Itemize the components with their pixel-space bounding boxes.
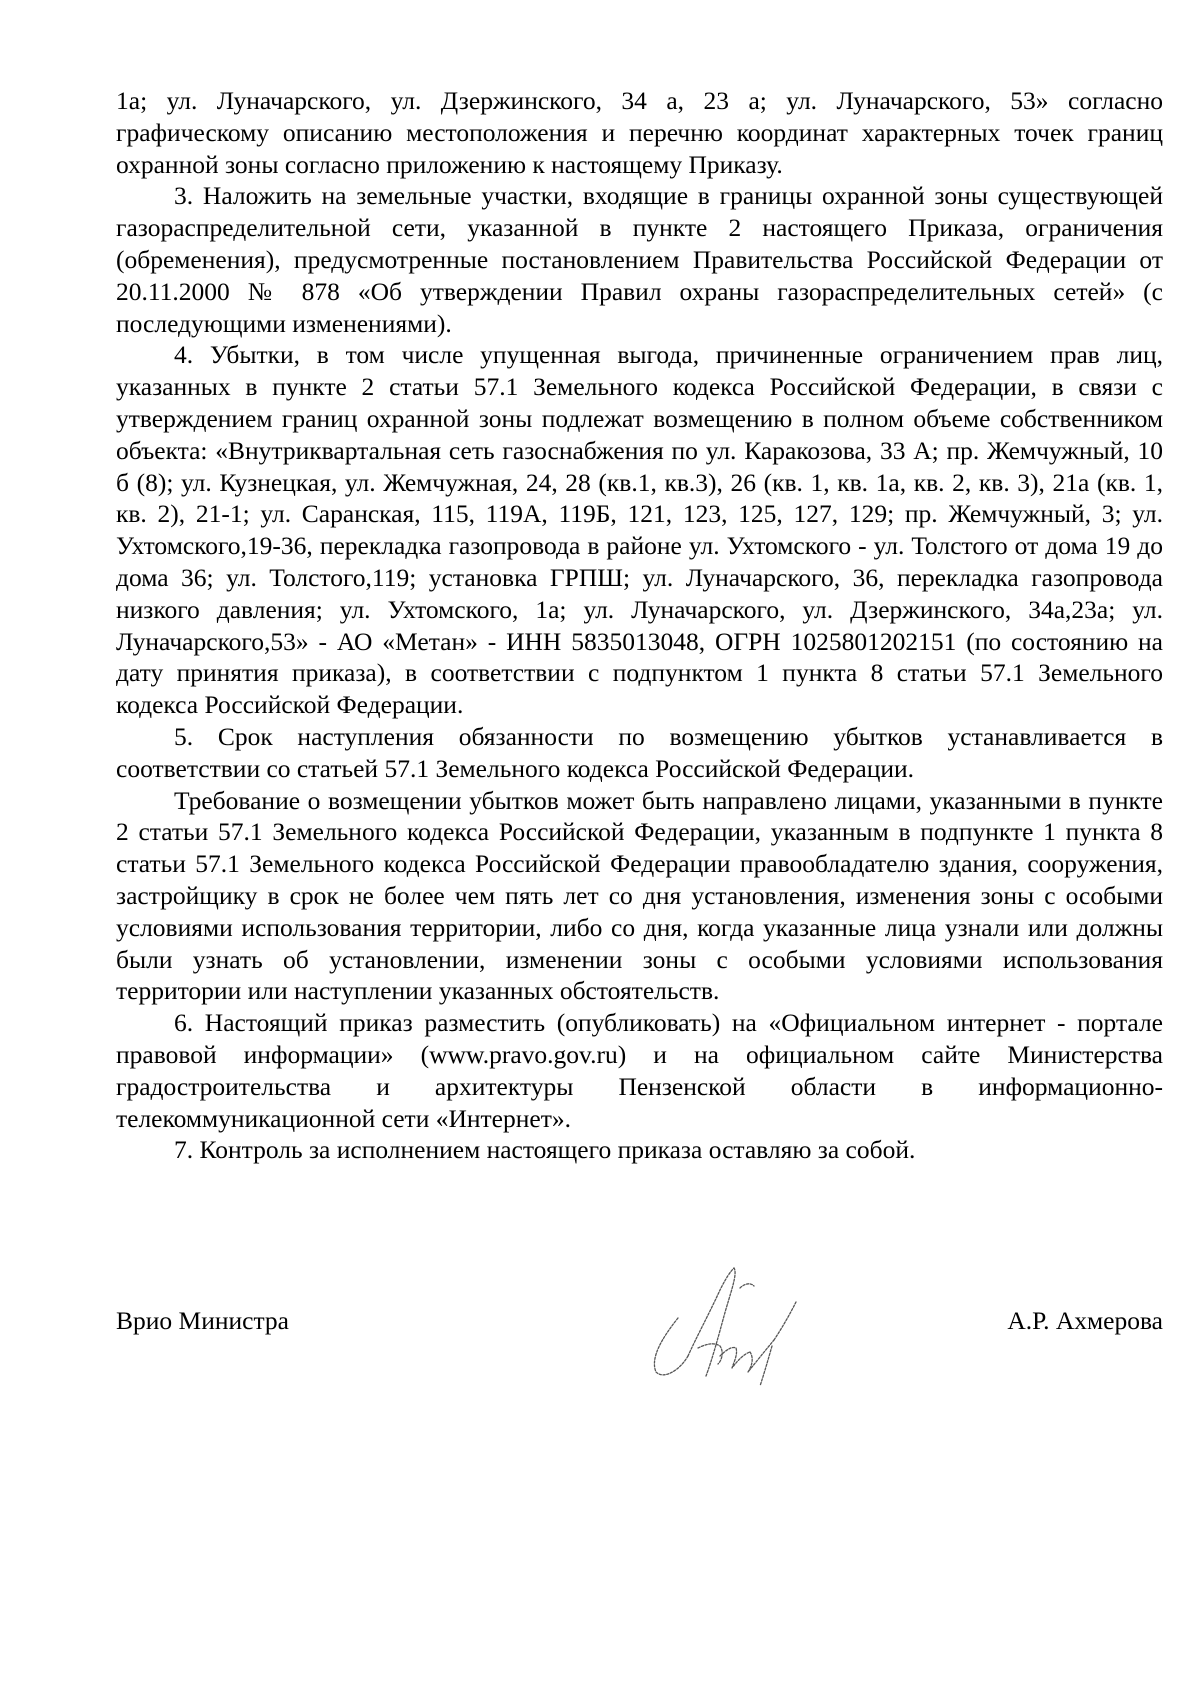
document-body — [116, 85, 1163, 1166]
signatory-name: А.Р. Ахмерова — [1007, 1306, 1163, 1335]
handwritten-signature-icon — [640, 1260, 820, 1390]
paragraph-continuation: 1а; ул. Луначарского, ул. Дзержинского, 34 а, 23 а; ул. Луначарского, 53» согласно графическому описанию местоположения и перечню координат характерных точек границ охранной зоны согласно приложению к настоящему Приказу. — [116, 86, 1163, 179]
paragraph-item-7: 7. Контроль за исполнением настоящего приказа оставляю за собой. — [174, 1135, 916, 1165]
paragraph-item-6: 6. Настоящий приказ разместить (опубликовать) на «Официальном интернет - портале правовой информации» (www.pravo.gov.ru) и на официальном сайте Министерства градостроительства и архитектуры Пензенской области в информационно-телекоммуникационной сети «Интернет». — [116, 1008, 1163, 1133]
paragraph-item-5: 5. Срок наступления обязанности по возмещению убытков устанавливается в соответствии со статьей 57.1 Земельного кодекса Российской Федерации. — [116, 721, 1163, 783]
paragraph-item-4: 4. Убытки, в том числе упущенная выгода, причиненные ограничением прав лиц, указанных в пункте 2 статьи 57.1 Земельного кодекса Российской Федерации, в связи с утверждением границ охранной зоны подлежат возмещению в полном объеме собственником объекта: «Внутриквартальная сеть газоснабжения по ул. Каракозова, 33 А; пр. Жемчужный, 10 б (8); ул. Кузнецкая, ул. Жемчужная, 24, 28 (кв.1, кв.3), 26 (кв. 1, кв. 1а, кв. 2, кв. 3), 21а (кв. 1, кв. 2), 21-1; ул. Саранская, 115, 119А, 119Б, 121, 123, 125, 127, 129; пр. Жемчужный, 3; ул. Ухтомского,19-36, перекладка газопровода в районе ул. Ухтомского - ул. Толстого от дома 19 до дома 36; ул. Толстого,119; установка ГРПШ; ул. Луначарского, 36, перекладка газопровода низкого давления; ул. Ухтомского, 1а; ул. Луначарского, ул. Дзержинского, 34а,23а; ул. Луначарского,53» - АО «Метан» - ИНН 5835013048, ОГРН 1025801202151 (по состоянию на дату принятия приказа), в соответствии с подпунктом 1 пункта 8 статьи 57.1 Земельного кодекса Российской Федерации. — [116, 340, 1163, 720]
paragraph-claim-requirement: Требование о возмещении убытков может быть направлено лицами, указанными в пункте 2 статьи 57.1 Земельного кодекса Российской Федерации, указанным в подпункте 1 пункта 8 статьи 57.1 Земельного кодекса Российской Федерации правообладателю здания, сооружения, застройщику в срок не более чем пять лет со дня установления, изменения зоны с особыми условиями использования территории, либо со дня, когда указанные лица узнали или должны были узнать об установлении, изменении зоны с особыми условиями использования территории или наступлении указанных обстоятельств. — [116, 785, 1163, 1006]
signatory-position: Врио Министра — [116, 1306, 289, 1335]
paragraph-item-3: 3. Наложить на земельные участки, входящие в границы охранной зоны существующей газораспределительной сети, указанной в пункте 2 настоящего Приказа, ограничения (обременения), предусмотренные постановлением Правительства Российской Федерации от 20.11.2000 № 878 «Об утверждении Правил охраны газораспределительных сетей» (с последующими изменениями). — [116, 181, 1163, 338]
